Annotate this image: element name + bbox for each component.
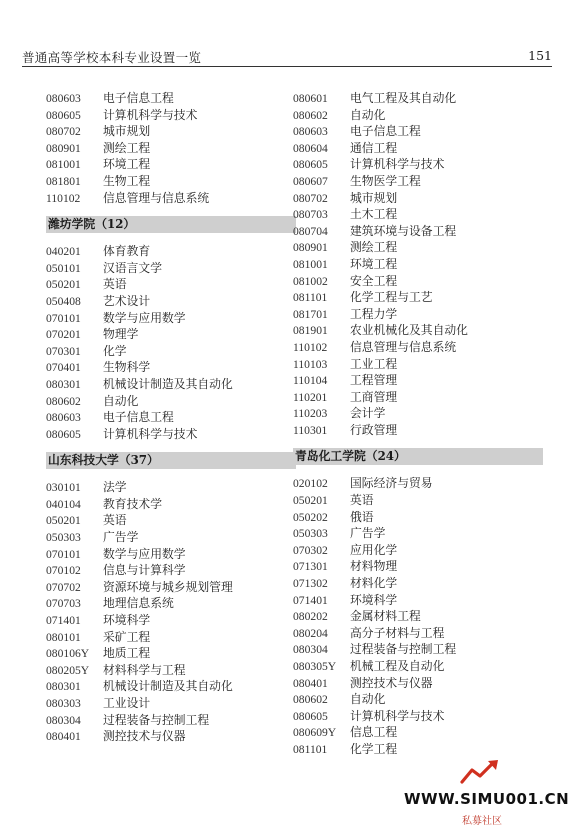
major-code: 081001 xyxy=(46,158,81,172)
major-name: 信息与计算科学 xyxy=(103,563,186,578)
major-code: 080101 xyxy=(46,630,81,644)
major-name: 过程装备与控制工程 xyxy=(103,712,210,727)
major-row xyxy=(293,90,543,107)
major-code: 080605 xyxy=(46,427,81,441)
major-code: 081901 xyxy=(293,324,328,338)
major-code: 080301 xyxy=(46,680,81,694)
major-code: 110301 xyxy=(293,423,328,437)
major-name: 信息管理与信息系统 xyxy=(350,339,457,354)
major-code: 080603 xyxy=(293,125,328,139)
school-heading: 山东科技大学（37） xyxy=(46,452,296,469)
major-code: 071301 xyxy=(293,560,328,574)
major-code: 080301 xyxy=(46,377,81,391)
major-code: 080602 xyxy=(293,108,328,122)
major-code: 080702 xyxy=(293,191,328,205)
major-code: 080602 xyxy=(293,693,328,707)
major-code: 071401 xyxy=(293,593,328,607)
major-row xyxy=(293,223,543,240)
major-row xyxy=(293,625,543,642)
major-code: 080304 xyxy=(293,643,328,657)
major-row xyxy=(46,123,296,140)
major-code: 070702 xyxy=(46,580,81,594)
major-row xyxy=(46,409,296,426)
major-name: 环境工程 xyxy=(103,157,151,172)
major-name: 测绘工程 xyxy=(103,140,151,155)
major-row xyxy=(46,645,296,662)
major-row xyxy=(46,612,296,629)
major-name: 高分子材料与工程 xyxy=(350,625,445,640)
major-row xyxy=(46,496,296,513)
major-name: 汉语言文学 xyxy=(103,260,162,275)
major-row xyxy=(46,662,296,679)
major-row xyxy=(293,675,543,692)
major-name: 会计学 xyxy=(350,406,386,421)
page-header xyxy=(22,46,552,67)
major-row xyxy=(293,405,543,422)
major-code: 050201 xyxy=(293,494,328,508)
major-name: 计算机科学与技术 xyxy=(103,426,198,441)
major-code: 050408 xyxy=(46,294,81,308)
major-row xyxy=(293,190,543,207)
major-name: 生物医学工程 xyxy=(350,173,421,188)
major-code: 050101 xyxy=(46,261,81,275)
major-name: 化学 xyxy=(103,343,127,358)
major-code: 070401 xyxy=(46,361,81,375)
major-row xyxy=(293,492,543,509)
major-code: 040201 xyxy=(46,245,81,259)
major-code: 070703 xyxy=(46,597,81,611)
major-name: 信息工程 xyxy=(350,725,398,740)
major-name: 机械工程及自动化 xyxy=(350,659,445,673)
major-code: 070101 xyxy=(46,547,81,561)
major-row xyxy=(293,691,543,708)
major-row xyxy=(293,525,543,542)
major-row xyxy=(46,243,296,260)
major-name: 信息管理与信息系统 xyxy=(103,190,210,205)
major-row xyxy=(46,326,296,343)
major-code: 110203 xyxy=(293,407,328,421)
major-name: 自动化 xyxy=(350,107,386,122)
major-code: 070102 xyxy=(46,564,81,578)
major-row xyxy=(46,529,296,546)
major-name: 过程装备与控制工程 xyxy=(350,642,457,657)
major-code: 050303 xyxy=(293,527,328,541)
major-code: 080901 xyxy=(293,241,328,255)
major-code: 030101 xyxy=(46,481,81,495)
major-name: 农业机械化及其自动化 xyxy=(350,323,468,338)
major-row xyxy=(46,173,296,190)
major-code: 070201 xyxy=(46,328,81,342)
major-name: 广告学 xyxy=(350,526,386,541)
major-row xyxy=(293,306,543,323)
major-code: 080703 xyxy=(293,208,328,222)
major-code: 080603 xyxy=(46,92,81,105)
major-code: 081001 xyxy=(293,257,328,271)
major-code: 110103 xyxy=(293,357,328,371)
major-row xyxy=(293,509,543,526)
major-name: 法学 xyxy=(103,480,127,495)
major-code: 080601 xyxy=(293,92,328,105)
major-code: 040104 xyxy=(46,497,81,511)
major-code: 080205Y xyxy=(46,663,90,677)
major-row xyxy=(293,140,543,157)
major-code: 070101 xyxy=(46,311,81,325)
major-name: 工程管理 xyxy=(350,373,398,388)
major-code: 081801 xyxy=(46,174,81,188)
major-row xyxy=(293,475,543,492)
right-column xyxy=(293,90,543,758)
major-name: 金属材料工程 xyxy=(350,609,421,624)
major-name: 城市规划 xyxy=(103,124,151,139)
major-code: 080605 xyxy=(293,709,328,723)
major-code: 071401 xyxy=(46,614,81,628)
major-code: 110102 xyxy=(293,340,328,354)
major-row xyxy=(46,376,296,393)
major-row xyxy=(46,512,296,529)
major-name: 化学工程 xyxy=(350,741,398,756)
major-row xyxy=(46,260,296,277)
major-row xyxy=(46,343,296,360)
major-name: 通信工程 xyxy=(350,140,398,155)
major-row xyxy=(293,575,543,592)
major-code: 050201 xyxy=(46,514,81,528)
major-row xyxy=(293,724,543,741)
major-code: 080204 xyxy=(293,626,328,640)
major-code: 081002 xyxy=(293,274,328,288)
major-name: 资源环境与城乡规划管理 xyxy=(103,579,233,594)
major-name: 艺术设计 xyxy=(103,293,151,308)
major-name: 计算机科学与技术 xyxy=(350,708,445,723)
major-code: 080603 xyxy=(46,411,81,425)
major-name: 数学与应用数学 xyxy=(103,310,186,325)
major-row xyxy=(293,356,543,373)
major-code: 080604 xyxy=(293,141,328,155)
left-column xyxy=(46,90,296,745)
major-name: 体育教育 xyxy=(103,244,151,259)
major-row xyxy=(293,322,543,339)
major-row xyxy=(46,190,296,207)
major-row xyxy=(293,658,543,675)
major-name: 计算机科学与技术 xyxy=(103,107,198,122)
major-code: 050201 xyxy=(46,278,81,292)
major-row xyxy=(293,641,543,658)
major-row xyxy=(46,678,296,695)
major-row xyxy=(293,273,543,290)
major-row xyxy=(293,173,543,190)
major-row xyxy=(46,728,296,745)
major-row xyxy=(293,239,543,256)
major-code: 080704 xyxy=(293,224,328,238)
school-heading: 潍坊学院（12） xyxy=(46,216,296,233)
major-row xyxy=(46,107,296,124)
major-code: 080401 xyxy=(293,676,328,690)
major-code: 080106Y xyxy=(46,647,90,661)
major-code: 080607 xyxy=(293,174,328,188)
major-code: 080602 xyxy=(46,394,81,408)
major-name: 教育技术学 xyxy=(103,496,162,511)
major-row xyxy=(46,479,296,496)
major-name: 物理学 xyxy=(103,327,139,342)
watermark-text: WWW.SIMU001.CN xyxy=(404,790,570,808)
major-code: 080901 xyxy=(46,141,81,155)
major-name: 生物科学 xyxy=(103,360,151,375)
major-name: 工业工程 xyxy=(350,356,398,371)
major-code: 070302 xyxy=(293,543,328,557)
major-code: 110102 xyxy=(46,191,81,205)
major-name: 环境科学 xyxy=(350,592,398,607)
major-name: 测绘工程 xyxy=(350,240,398,255)
page-number: 151 xyxy=(528,48,552,63)
major-code: 071302 xyxy=(293,577,328,591)
major-row xyxy=(46,310,296,327)
watermark xyxy=(404,790,574,830)
major-row xyxy=(46,393,296,410)
major-row xyxy=(46,156,296,173)
major-row xyxy=(293,156,543,173)
major-name: 采矿工程 xyxy=(103,629,151,644)
major-name: 机械设计制造及其自动化 xyxy=(103,376,233,391)
major-name: 化学工程与工艺 xyxy=(350,290,433,305)
major-row xyxy=(293,107,543,124)
major-name: 环境科学 xyxy=(103,613,151,628)
major-name: 建筑环境与设备工程 xyxy=(350,223,457,238)
major-row xyxy=(293,389,543,406)
major-name: 环境工程 xyxy=(350,256,398,271)
major-code: 050202 xyxy=(293,510,328,524)
major-name: 电子信息工程 xyxy=(103,410,174,425)
major-row xyxy=(46,293,296,310)
major-name: 测控技术与仪器 xyxy=(103,729,186,744)
major-name: 俄语 xyxy=(350,509,374,524)
major-code: 080605 xyxy=(293,158,328,172)
major-name: 土木工程 xyxy=(350,207,398,222)
major-name: 英语 xyxy=(103,513,127,528)
major-row xyxy=(46,562,296,579)
major-code: 080305Y xyxy=(293,660,337,673)
major-row xyxy=(46,695,296,712)
school-heading: 青岛化工学院（24） xyxy=(293,448,543,465)
major-row xyxy=(293,422,543,439)
major-name: 安全工程 xyxy=(350,273,398,288)
major-row xyxy=(293,608,543,625)
major-row xyxy=(293,339,543,356)
major-name: 工商管理 xyxy=(350,389,398,404)
major-row xyxy=(293,558,543,575)
major-name: 英语 xyxy=(350,493,374,508)
major-row xyxy=(46,90,296,107)
major-row xyxy=(46,546,296,563)
major-code: 080702 xyxy=(46,125,81,139)
major-name: 行政管理 xyxy=(350,422,398,437)
major-code: 110104 xyxy=(293,374,328,388)
major-row xyxy=(293,289,543,306)
major-name: 英语 xyxy=(103,277,127,292)
major-name: 自动化 xyxy=(350,692,386,707)
major-code: 080401 xyxy=(46,730,81,744)
major-row xyxy=(46,359,296,376)
watermark-subtitle: 私募社区 xyxy=(462,816,502,827)
major-row xyxy=(293,123,543,140)
major-code: 081701 xyxy=(293,307,328,321)
major-name: 测控技术与仪器 xyxy=(350,675,433,690)
major-name: 材料科学与工程 xyxy=(103,662,186,677)
major-row xyxy=(293,372,543,389)
major-code: 080605 xyxy=(46,108,81,122)
major-name: 地质工程 xyxy=(103,646,151,661)
major-row xyxy=(293,592,543,609)
red-arrow-swoosh-icon xyxy=(458,756,508,786)
major-name: 材料物理 xyxy=(350,559,398,574)
major-code: 081101 xyxy=(293,742,328,756)
page-title: 普通高等学校本科专业设置一览 xyxy=(22,50,202,65)
major-row xyxy=(293,256,543,273)
major-name: 电气工程及其自动化 xyxy=(350,91,457,105)
major-name: 电子信息工程 xyxy=(350,124,421,139)
major-code: 080202 xyxy=(293,610,328,624)
major-code: 080609Y xyxy=(293,726,337,740)
major-row xyxy=(293,206,543,223)
major-code: 050303 xyxy=(46,531,81,545)
major-row xyxy=(46,629,296,646)
major-name: 城市规划 xyxy=(350,190,398,205)
major-row xyxy=(46,595,296,612)
major-name: 材料化学 xyxy=(350,576,398,591)
major-code: 110201 xyxy=(293,390,328,404)
major-name: 电子信息工程 xyxy=(103,91,174,105)
major-code: 080304 xyxy=(46,713,81,727)
major-row xyxy=(293,542,543,559)
major-name: 工程力学 xyxy=(350,306,398,321)
major-name: 生物工程 xyxy=(103,173,151,188)
major-row xyxy=(46,579,296,596)
major-name: 计算机科学与技术 xyxy=(350,157,445,172)
major-name: 国际经济与贸易 xyxy=(350,476,433,491)
major-code: 081101 xyxy=(293,291,328,305)
major-name: 数学与应用数学 xyxy=(103,546,186,561)
major-name: 广告学 xyxy=(103,530,139,545)
major-name: 机械设计制造及其自动化 xyxy=(103,679,233,694)
major-name: 自动化 xyxy=(103,393,139,408)
major-row xyxy=(46,140,296,157)
major-row xyxy=(46,426,296,443)
major-row xyxy=(46,712,296,729)
major-row xyxy=(293,708,543,725)
major-row xyxy=(46,276,296,293)
major-name: 工业设计 xyxy=(103,696,151,710)
major-name: 地理信息系统 xyxy=(103,596,174,611)
major-name: 应用化学 xyxy=(350,542,398,557)
major-code: 020102 xyxy=(293,477,328,491)
major-code: 070301 xyxy=(46,344,81,358)
major-code: 080303 xyxy=(46,697,81,710)
